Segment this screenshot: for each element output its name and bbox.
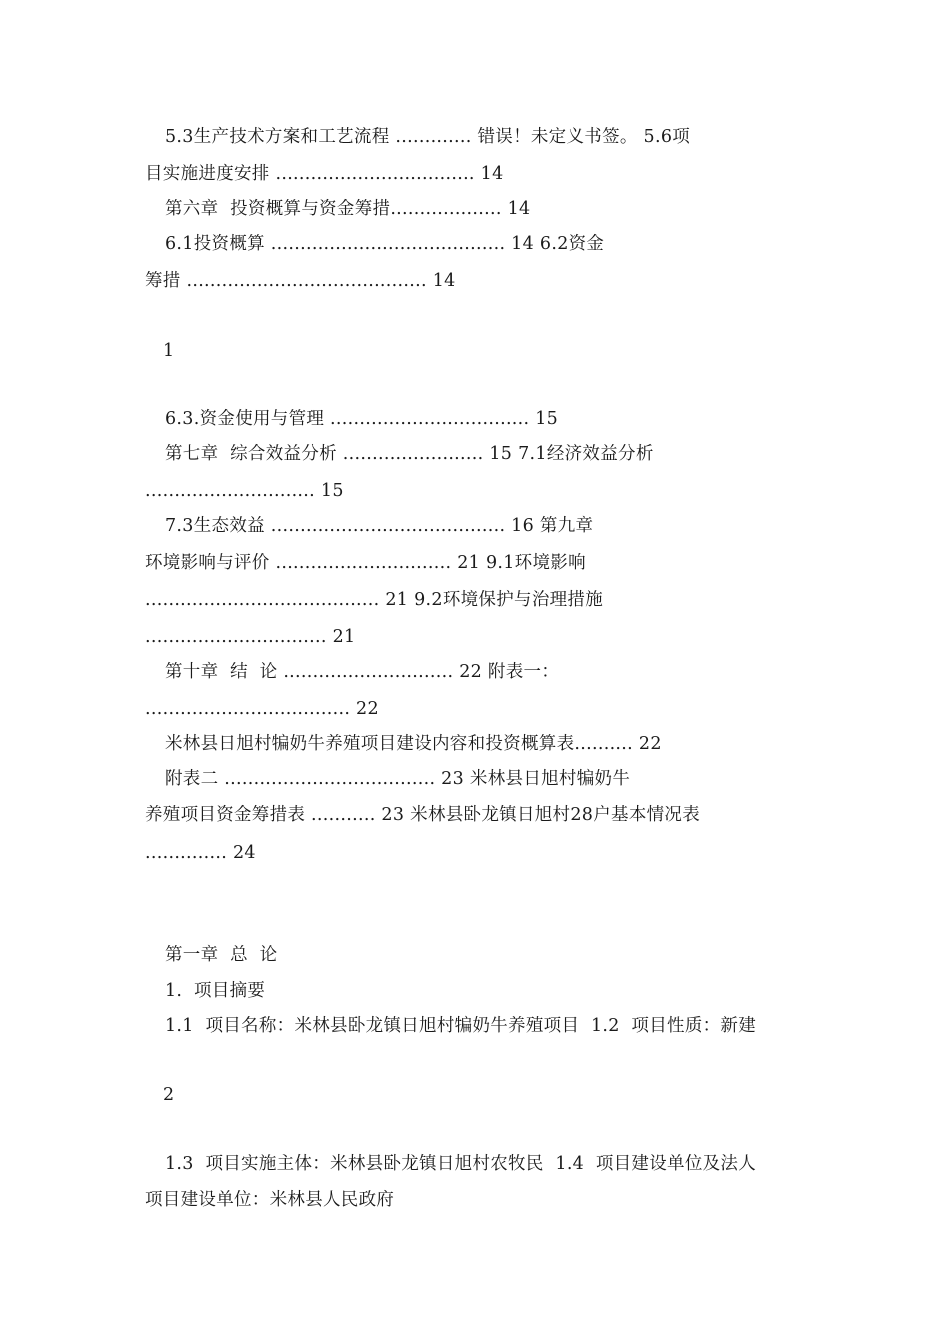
toc-line: 养殖项目资金筹措表 ........... 23 米林县卧龙镇日旭村28户基本情况表 bbox=[145, 805, 701, 825]
toc-line: 6.1投资概算 ........................................ 14 6.2资金 bbox=[165, 234, 605, 254]
body-line: 项目建设单位：米林县人民政府 bbox=[145, 1190, 395, 1210]
body-line: 1.1 项目名称：米林县卧龙镇日旭村犏奶牛养殖项目 1.2 项目性质：新建 bbox=[165, 1016, 757, 1036]
page-number: 2 bbox=[163, 1085, 175, 1105]
toc-line: 目实施进度安排 .................................. 14 bbox=[145, 164, 504, 184]
toc-line: ........................................ 21 9.2环境保护与治理措施 bbox=[145, 590, 604, 610]
toc-line: 第七章 综合效益分析 ........................ 15 7.1经济效益分析 bbox=[165, 444, 654, 464]
chapter-title: 第一章 总 论 bbox=[165, 945, 278, 965]
toc-line: 第六章 投资概算与资金筹措................... 14 bbox=[165, 199, 531, 219]
toc-line: ............................. 15 bbox=[145, 481, 344, 501]
toc-line: 7.3生态效益 ........................................ 16 第九章 bbox=[165, 516, 594, 536]
toc-line: ............................... 21 bbox=[145, 627, 356, 647]
toc-line: 环境影响与评价 .............................. 21 9.1环境影响 bbox=[145, 553, 586, 573]
toc-line: 附表二 .................................... 23 米林县日旭村犏奶牛 bbox=[165, 769, 631, 789]
section-heading: 1. 项目摘要 bbox=[165, 981, 266, 1001]
toc-line: ................................... 22 bbox=[145, 699, 379, 719]
body-line: 1.3 项目实施主体：米林县卧龙镇日旭村农牧民 1.4 项目建设单位及法人 bbox=[165, 1154, 757, 1174]
page-number: 1 bbox=[163, 341, 175, 361]
toc-line: 筹措 ......................................... 14 bbox=[145, 271, 456, 291]
toc-line: 5.3生产技术方案和工艺流程 ............. 错误！未定义书签。 5.6项 bbox=[165, 127, 691, 147]
toc-line: .............. 24 bbox=[145, 843, 256, 863]
toc-line: 第十章 结 论 ............................. 22 附表一： bbox=[165, 662, 560, 682]
toc-line: 米林县日旭村犏奶牛养殖项目建设内容和投资概算表.......... 22 bbox=[165, 734, 662, 754]
toc-line: 6.3.资金使用与管理 .................................. 15 bbox=[165, 409, 559, 429]
